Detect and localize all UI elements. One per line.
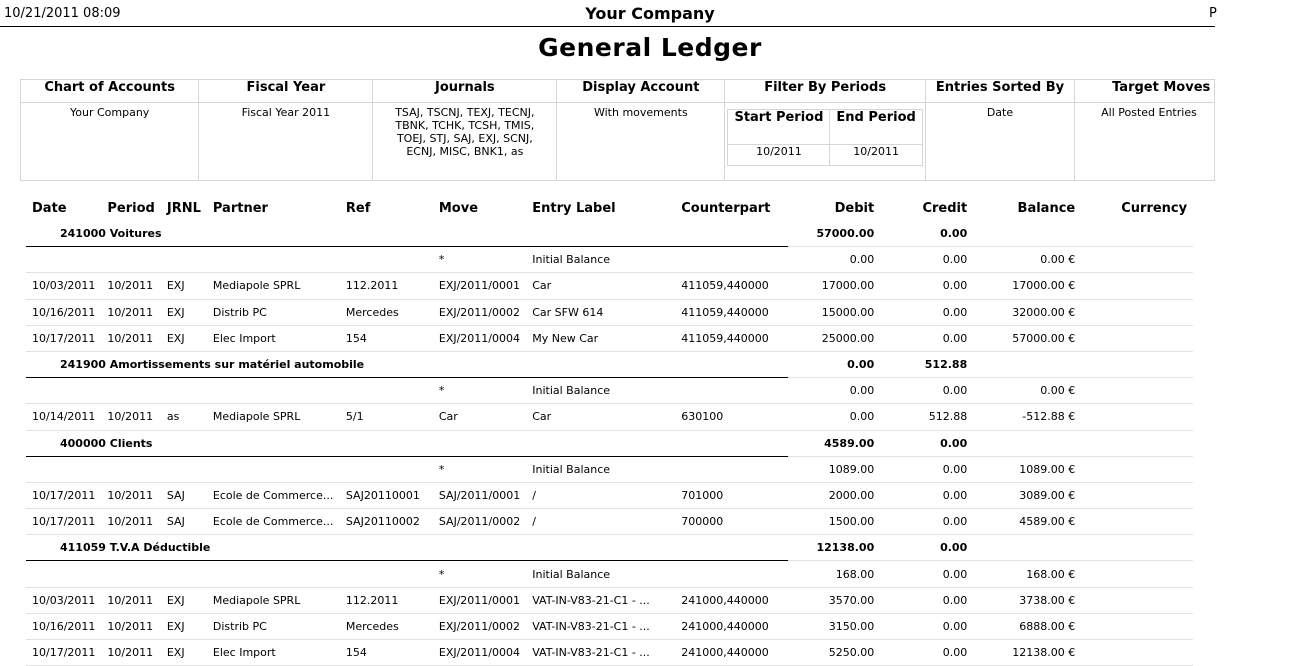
line-date: 10/16/2011 [26,299,101,325]
line-date: 10/17/2011 [26,482,101,508]
line-balance: 168.00 € [973,561,1081,587]
line-move: EXJ/2011/0001 [433,273,526,299]
page-mark: P [1209,6,1217,21]
line-debit: 25000.00 [788,325,880,351]
line-entry-label: / [526,509,675,535]
account-currency [1081,430,1193,456]
line-period [101,378,160,404]
line-partner [207,456,340,482]
ledger-table [26,195,1193,666]
line-period [101,247,160,273]
start-period-value: 10/2011 [728,145,830,166]
line-entry-label: Car [526,404,675,430]
line-move: * [433,561,526,587]
line-credit: 0.00 [880,640,973,666]
param-chart-of-accounts: Your Company [21,103,199,181]
line-currency [1081,273,1193,299]
line-jrnl: EXJ [161,299,207,325]
account-credit: 0.00 [880,221,973,247]
account-balance [973,430,1081,456]
line-debit: 168.00 [788,561,880,587]
line-jrnl: EXJ [161,325,207,351]
line-date [26,378,101,404]
line-move: EXJ/2011/0002 [433,299,526,325]
line-currency [1081,640,1193,666]
col-partner: Partner [212,200,268,216]
line-ref: 112.2011 [340,587,433,613]
line-currency [1081,325,1193,351]
line-debit: 3150.00 [788,613,880,639]
line-ref: 112.2011 [340,273,433,299]
account-row [26,535,1193,561]
col-currency: Currency [1121,200,1188,216]
line-balance: -512.88 € [973,404,1081,430]
line-debit: 0.00 [788,378,880,404]
line-jrnl [161,247,207,273]
line-move: EXJ/2011/0002 [433,613,526,639]
line-partner: Distrib PC [207,299,340,325]
periods-table [727,109,922,166]
line-currency [1081,587,1193,613]
line-move: SAJ/2011/0001 [433,482,526,508]
line-partner: Ecole de Commerce... [207,482,340,508]
line-balance: 3089.00 € [973,482,1081,508]
col-credit: Credit [922,200,968,216]
line-balance: 4589.00 € [973,509,1081,535]
line-jrnl [161,456,207,482]
line-partner [207,561,340,587]
line-credit: 0.00 [880,247,973,273]
param-periods-cell [725,103,925,181]
report-title: General Ledger [538,33,762,62]
line-currency [1081,299,1193,325]
line-period [101,456,160,482]
line-counterpart: 701000 [675,482,788,508]
line-ref [340,456,433,482]
line-jrnl [161,378,207,404]
col-move: Move [438,200,479,216]
line-counterpart [675,378,788,404]
account-currency [1081,351,1193,377]
line-jrnl: EXJ [161,587,207,613]
line-debit: 3570.00 [788,587,880,613]
line-credit: 0.00 [880,509,973,535]
line-partner: Mediapole SPRL [207,587,340,613]
line-move: EXJ/2011/0004 [433,325,526,351]
line-partner: Elec Import [207,640,340,666]
line-move: Car [433,404,526,430]
line-period: 10/2011 [101,640,160,666]
line-move: * [433,456,526,482]
line-period: 10/2011 [101,613,160,639]
line-move: SAJ/2011/0002 [433,509,526,535]
line-counterpart: 241000,440000 [675,587,788,613]
line-debit: 0.00 [788,404,880,430]
param-header-target-moves: Target Moves [1075,80,1215,103]
line-currency [1081,482,1193,508]
line-debit: 1500.00 [788,509,880,535]
ledger-line [26,299,1193,325]
line-move: EXJ/2011/0004 [433,640,526,666]
line-period: 10/2011 [101,325,160,351]
line-balance: 32000.00 € [973,299,1081,325]
line-balance: 6888.00 € [973,613,1081,639]
account-name: 241000 Voitures [26,221,788,247]
line-entry-label: My New Car [526,325,675,351]
line-period: 10/2011 [101,509,160,535]
line-period [101,561,160,587]
line-entry-label: Initial Balance [526,456,675,482]
line-move: * [433,247,526,273]
col-entry-label: Entry Label [532,200,616,216]
line-counterpart [675,561,788,587]
line-period: 10/2011 [101,587,160,613]
account-credit: 0.00 [880,430,973,456]
line-debit: 0.00 [788,247,880,273]
account-balance [973,351,1081,377]
line-entry-label: / [526,482,675,508]
param-header-chart: Chart of Accounts [21,80,199,103]
line-balance: 57000.00 € [973,325,1081,351]
ledger-line [26,509,1193,535]
line-credit: 0.00 [880,299,973,325]
start-period-label: Start Period [728,110,830,145]
param-header-fiscal-year: Fiscal Year [199,80,373,103]
line-currency [1081,561,1193,587]
line-ref [340,378,433,404]
line-currency [1081,613,1193,639]
param-header-sorted-by: Entries Sorted By [925,80,1074,103]
account-row [26,430,1193,456]
param-sorted-by: Date [925,103,1074,181]
line-date: 10/03/2011 [26,273,101,299]
line-period: 10/2011 [101,404,160,430]
line-partner [207,378,340,404]
line-entry-label: Car [526,273,675,299]
param-journals: TSAJ, TSCNJ, TEXJ, TECNJ, TBNK, TCHK, TCSH, TMIS, TOEJ, STJ, SAJ, EXJ, SCNJ, ECNJ, MISC, BNK1, as [373,103,557,181]
line-entry-label: Initial Balance [526,561,675,587]
account-debit: 12138.00 [788,535,880,561]
account-credit: 0.00 [880,535,973,561]
line-balance: 1089.00 € [973,456,1081,482]
ledger-line [26,640,1193,666]
account-name: 411059 T.V.A Déductible [26,535,788,561]
report-parameters-table [20,79,1215,181]
report-header-bar [0,4,1215,27]
line-date: 10/17/2011 [26,509,101,535]
company-name: Your Company [585,4,715,23]
line-date: 10/17/2011 [26,325,101,351]
line-entry-label: VAT-IN-V83-21-C1 - ... [526,587,675,613]
line-jrnl: EXJ [161,273,207,299]
line-counterpart: 411059,440000 [675,325,788,351]
line-credit: 0.00 [880,273,973,299]
line-period: 10/2011 [101,299,160,325]
account-debit: 0.00 [788,351,880,377]
line-date: 10/17/2011 [26,640,101,666]
ledger-line [26,482,1193,508]
line-ref [340,247,433,273]
line-counterpart: 241000,440000 [675,640,788,666]
account-balance [973,535,1081,561]
line-counterpart: 630100 [675,404,788,430]
line-debit: 17000.00 [788,273,880,299]
line-date: 10/03/2011 [26,587,101,613]
line-currency [1081,509,1193,535]
line-debit: 2000.00 [788,482,880,508]
col-balance: Balance [1017,200,1076,216]
line-credit: 0.00 [880,378,973,404]
line-currency [1081,404,1193,430]
col-ref: Ref [345,200,371,216]
end-period-label: End Period [830,110,922,145]
end-period-value: 10/2011 [830,145,922,166]
account-currency [1081,221,1193,247]
ledger-line [26,456,1193,482]
account-debit: 57000.00 [788,221,880,247]
line-balance: 3738.00 € [973,587,1081,613]
line-currency [1081,378,1193,404]
line-credit: 0.00 [880,456,973,482]
account-credit: 512.88 [880,351,973,377]
line-balance: 17000.00 € [973,273,1081,299]
ledger-line [26,325,1193,351]
line-date [26,247,101,273]
ledger-line [26,273,1193,299]
line-currency [1081,456,1193,482]
line-jrnl [161,561,207,587]
ledger-header-row [26,195,1193,221]
line-period: 10/2011 [101,482,160,508]
param-display-account: With movements [557,103,725,181]
line-entry-label: Initial Balance [526,247,675,273]
line-counterpart [675,456,788,482]
line-partner: Mediapole SPRL [207,273,340,299]
line-ref: 154 [340,640,433,666]
line-jrnl: EXJ [161,613,207,639]
line-counterpart: 700000 [675,509,788,535]
line-jrnl: SAJ [161,482,207,508]
param-header-filter-periods: Filter By Periods [725,80,925,103]
param-target-moves: All Posted Entries [1075,103,1215,181]
line-partner [207,247,340,273]
col-counterpart: Counterpart [681,200,771,216]
line-jrnl: EXJ [161,640,207,666]
line-date: 10/14/2011 [26,404,101,430]
line-balance: 0.00 € [973,378,1081,404]
line-ref: 154 [340,325,433,351]
ledger-line [26,613,1193,639]
param-fiscal-year: Fiscal Year 2011 [199,103,373,181]
ledger-line [26,404,1193,430]
line-jrnl: SAJ [161,509,207,535]
line-date [26,561,101,587]
line-entry-label: VAT-IN-V83-21-C1 - ... [526,640,675,666]
account-row [26,221,1193,247]
line-debit: 5250.00 [788,640,880,666]
param-header-journals: Journals [373,80,557,103]
line-jrnl: as [161,404,207,430]
line-date [26,456,101,482]
line-credit: 0.00 [880,561,973,587]
line-credit: 512.88 [880,404,973,430]
ledger-line [26,561,1193,587]
account-name: 241900 Amortissements sur matériel automobile [26,351,788,377]
line-partner: Distrib PC [207,613,340,639]
ledger-line [26,247,1193,273]
col-date: Date [32,200,67,216]
param-header-display-account: Display Account [557,80,725,103]
line-counterpart: 241000,440000 [675,613,788,639]
line-date: 10/16/2011 [26,613,101,639]
line-balance: 0.00 € [973,247,1081,273]
line-entry-label: Initial Balance [526,378,675,404]
line-ref: Mercedes [340,299,433,325]
line-balance: 12138.00 € [973,640,1081,666]
ledger-line [26,587,1193,613]
line-move: EXJ/2011/0001 [433,587,526,613]
account-balance [973,221,1081,247]
col-jrnl: JRNL [166,200,201,216]
line-debit: 1089.00 [788,456,880,482]
line-period: 10/2011 [101,273,160,299]
line-move: * [433,378,526,404]
col-period: Period [107,200,155,216]
line-entry-label: VAT-IN-V83-21-C1 - ... [526,613,675,639]
line-credit: 0.00 [880,482,973,508]
line-partner: Elec Import [207,325,340,351]
line-ref: SAJ20110002 [340,509,433,535]
col-debit: Debit [834,200,875,216]
line-credit: 0.00 [880,613,973,639]
line-counterpart: 411059,440000 [675,299,788,325]
line-counterpart [675,247,788,273]
line-partner: Ecole de Commerce... [207,509,340,535]
account-row [26,351,1193,377]
line-ref: 5/1 [340,404,433,430]
line-ref: SAJ20110001 [340,482,433,508]
line-counterpart: 411059,440000 [675,273,788,299]
line-debit: 15000.00 [788,299,880,325]
ledger-body [26,221,1193,666]
line-ref [340,561,433,587]
line-entry-label: Car SFW 614 [526,299,675,325]
line-credit: 0.00 [880,325,973,351]
print-datetime: 10/21/2011 08:09 [4,6,121,21]
account-name: 400000 Clients [26,430,788,456]
account-currency [1081,535,1193,561]
line-credit: 0.00 [880,587,973,613]
line-partner: Mediapole SPRL [207,404,340,430]
account-debit: 4589.00 [788,430,880,456]
ledger-line [26,378,1193,404]
line-ref: Mercedes [340,613,433,639]
line-currency [1081,247,1193,273]
